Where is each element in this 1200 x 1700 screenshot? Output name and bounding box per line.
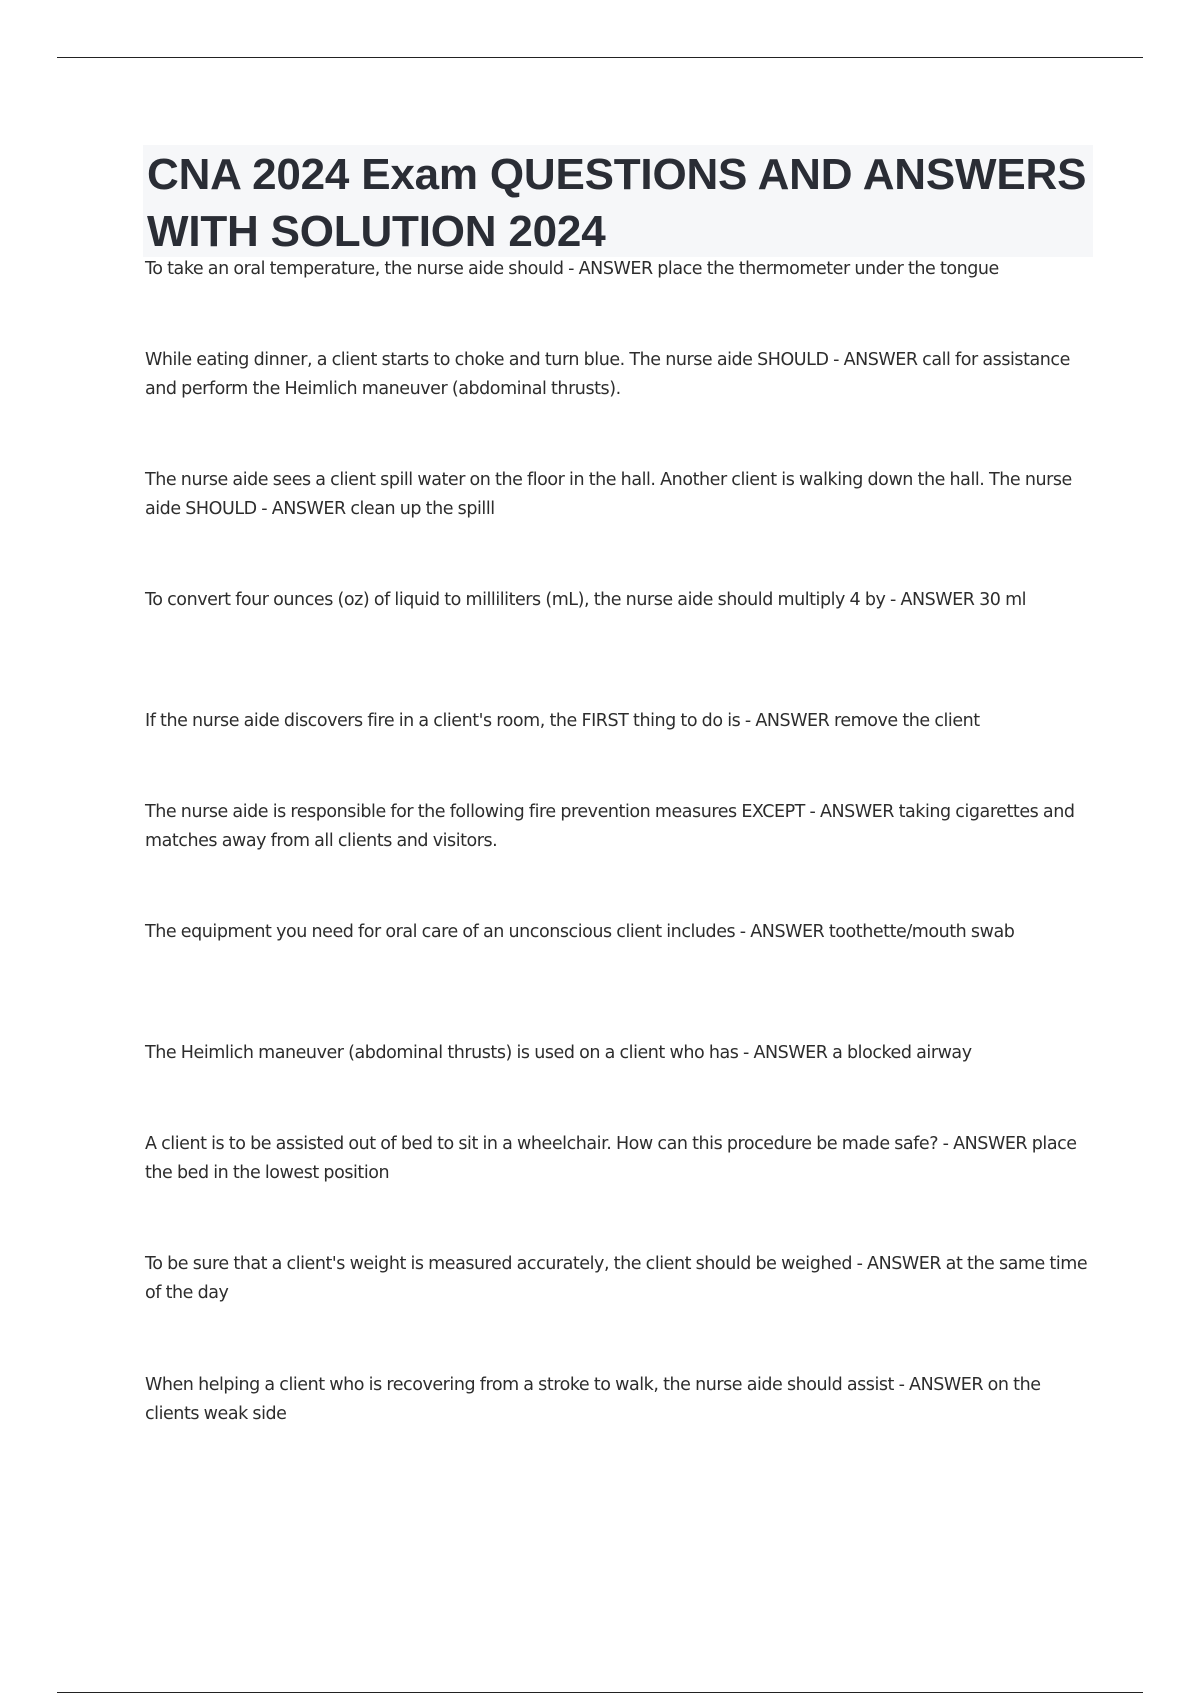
qa-item-11: When helping a client who is recovering from a stroke to walk, the nurse aide should assist - ANSWER on the clients weak side (145, 1375, 1041, 1424)
qa-item-6: The nurse aide is responsible for the following fire prevention measures EXCEPT - ANSWER taking cigarettes and matches away from all clients and visitors. (145, 802, 1075, 851)
top-rule (57, 57, 1143, 58)
qa-item-7: The equipment you need for oral care of an unconscious client includes - ANSWER toothette/mouth swab (145, 922, 1015, 942)
qa-item-2: While eating dinner, a client starts to choke and turn blue. The nurse aide SHOULD - ANSWER call for assistance and perform the Heimlich maneuver (abdominal thrusts). (145, 350, 1070, 399)
qa-item-5: If the nurse aide discovers fire in a client's room, the FIRST thing to do is - ANSWER remove the client (145, 711, 980, 731)
qa-item-4: To convert four ounces (oz) of liquid to milliliters (mL), the nurse aide should multiply 4 by - ANSWER 30 ml (145, 590, 1027, 610)
bottom-rule (57, 1692, 1143, 1693)
document-title: CNA 2024 Exam QUESTIONS AND ANSWERS WITH SOLUTION 2024 (147, 150, 1087, 256)
qa-item-1: To take an oral temperature, the nurse aide should - ANSWER place the thermometer under the tongue (145, 259, 999, 279)
qa-item-8: The Heimlich maneuver (abdominal thrusts) is used on a client who has - ANSWER a blocked airway (145, 1043, 972, 1063)
qa-item-3: The nurse aide sees a client spill water on the floor in the hall. Another client is walking down the hall. The nurse aide SHOULD - ANSWER clean up the spilll (145, 470, 1072, 519)
qa-item-9: A client is to be assisted out of bed to sit in a wheelchair. How can this procedure be made safe? - ANSWER place the bed in the lowest position (145, 1134, 1077, 1183)
qa-item-10: To be sure that a client's weight is measured accurately, the client should be weighed - ANSWER at the same time of the day (145, 1254, 1088, 1303)
